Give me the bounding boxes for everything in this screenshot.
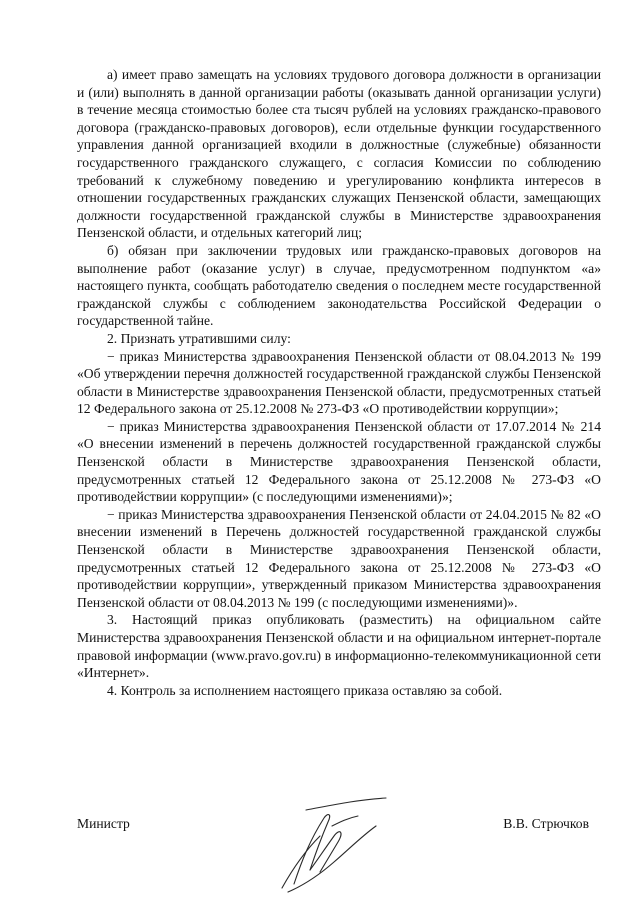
paragraph-a-right-to-hold-positions: а) имеет право замещать на условиях трудового договора должности в организации и (или) выполнять в данной организации работы (оказывать данной организации услуги) в течение месяца стоимостью более ста тысяч рублей на условиях гражданско-правового договора (гражданско-правовых договоров), если отдельные функции государственного управления данной организацией входили в должностные (служебные) обязанности государственного гражданского служащего, с согласия Комиссии по соблюдению требований к служебному поведению и урегулированию конфликта интересов в отношении государственных гражданских служащих Пензенской области, замещающих должности государственной гражданской службы в Министерстве здравоохранения Пензенской области, и отдельных категорий лиц; [77,67,601,241]
paragraph-2-heading: 2. Признать утратившими силу: [107,330,291,346]
document-body [77,66,601,699]
repealed-order-82: − приказ Министерства здравоохранения Пензенской области от 24.04.2015 № 82 «О внесении изменений в Перечень должностей государственной гражданской службы Пензенской области в Министерстве здравоохранения Пензенской области, предусмотренных статьей 12 Федерального закона от 25.12.2008 № 273-ФЗ «О противодействии коррупции», утвержденный приказом Министерства здравоохранения Пензенской области от 08.04.2013 № 199 (с последующими изменениями)». [77,506,601,610]
repealed-order-214: − приказ Министерства здравоохранения Пензенской области от 17.07.2014 № 214 «О внесении изменений в перечень должностей государственной гражданской службы Пензенской области в Министерстве здравоохранения Пензенской области, предусмотренных статьей 12 Федерального закона от 25.12.2008 № 273-ФЗ «О противодействии коррупции» (с последующими изменениями)»; [77,418,601,505]
repealed-order-199: − приказ Министерства здравоохранения Пензенской области от 08.04.2013 № 199 «Об утверждении перечня должностей государственной гражданской службы Пензенской области в Министерстве здравоохранения Пензенской области, предусмотренных статьей 12 Федерального закона от 25.12.2008 № 273-ФЗ «О противодействии коррупции»; [77,348,601,417]
paragraph-b-obligation-to-inform: б) обязан при заключении трудовых или гражданско-правовых договоров на выполнение работ (оказание услуг) в случае, предусмотренном подпунктом «а» настоящего пункта, сообщать работодателю сведения о последнем месте государственной гражданской службы с соблюдением законодательства Российской Федерации о государственной тайне. [77,242,601,329]
signatory-name: В.В. Стрючков [503,816,589,831]
paragraph-4-control: 4. Контроль за исполнением настоящего приказа оставляю за собой. [107,682,503,698]
signatory-role: Министр [77,816,130,831]
paragraph-3-publication: 3. Настоящий приказ опубликовать (разместить) на официальном сайте Министерства здравоохранения Пензенской области и на официальном интернет-портале правовой информации (www.pravo.gov.ru) в информационно-телекоммуникационной сети «Интернет». [77,612,601,681]
handwritten-signature [236,796,416,896]
